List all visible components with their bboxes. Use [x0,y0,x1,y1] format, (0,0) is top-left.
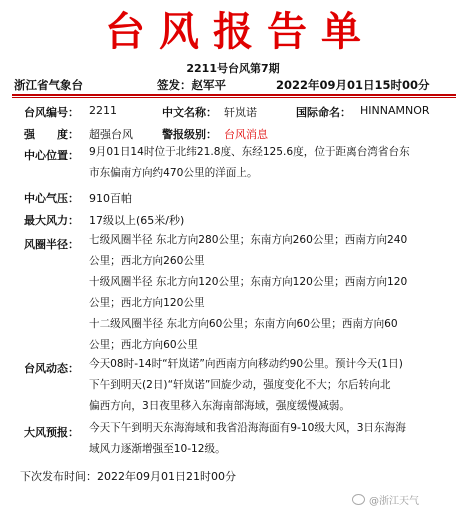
gale-label: 大风预报： [24,426,79,439]
radius-line: 公里；西北方向120公里 [89,297,205,309]
radius-label: 风圈半径： [24,238,79,251]
weibo-icon [352,494,365,505]
radius-line: 十级风圈半径 东北方向120公里；东南方向120公里；西南方向120 [89,276,408,288]
center-line-2: 市东偏南方向约470公里的洋面上。 [89,167,258,179]
header-rule [12,94,456,96]
trend-line: 下午到明天(2日)“轩岚诺”回旋少动，强度变化不大；尔后转向北 [89,379,391,391]
signer: 签发：赵军平 [157,78,226,92]
center-label: 中心位置： [24,149,79,162]
watermark [352,492,419,507]
alert-label: 警报级别： [162,128,217,141]
cn-name: 轩岚诺 [224,106,257,119]
wind-radius [89,230,449,356]
report-subtitle: 2211号台风第7期 [186,62,280,75]
pressure-label: 中心气压： [24,192,79,205]
gale-forecast [89,418,449,460]
issuer: 浙江省气象台 [14,78,83,92]
radius-line: 七级风圈半径 东北方向280公里；东南方向260公里；西南方向240 [89,234,408,246]
alert-level: 台风消息 [224,128,268,141]
center-line-1: 9月01日14时位于北纬21.8度、东经125.6度，位于距离台湾省台东 [89,146,410,158]
max-wind-label: 最大风力： [24,214,79,227]
header-rule-thin [12,97,456,98]
cn-name-label: 中文名称： [162,106,217,119]
intensity-label: 强 度： [24,128,79,141]
intl-name-label: 国际命名： [296,106,351,119]
gale-line: 今天下午到明天东海海域和我省沿海海面有9-10级大风，3日东海海 [89,422,406,434]
max-wind: 17级以上(65米/秒) [89,214,185,227]
intensity: 超强台风 [89,128,133,141]
report-title: 台风报告单 [105,8,375,55]
radius-line: 公里；西北方向260公里 [89,255,205,267]
typhoon-no-label: 台风编号： [24,106,79,119]
trend-line: 今天08时-14时“轩岚诺”向西南方向移动约90公里。预计今天(1日) [89,358,403,370]
center-position [89,142,449,184]
gale-line: 域风力逐渐增强至10-12级。 [89,443,226,455]
typhoon-trend [89,354,449,417]
trend-line: 偏西方向，3日夜里移入东海南部海域，强度缓慢减弱。 [89,400,350,412]
issue-time: 2022年09月01日15时00分 [276,78,430,92]
typhoon-no: 2211 [89,104,117,117]
intl-name: HINNAMNOR [360,104,430,117]
pressure: 910百帕 [89,192,132,205]
radius-line: 十二级风圈半径 东北方向60公里；东南方向60公里；西南方向60 [89,318,398,330]
watermark-text: @浙江天气 [369,496,419,507]
trend-label: 台风动态： [24,362,79,375]
next-release: 下次发布时间：2022年09月01日21时00分 [20,470,236,483]
radius-line: 公里；西北方向60公里 [89,339,198,351]
